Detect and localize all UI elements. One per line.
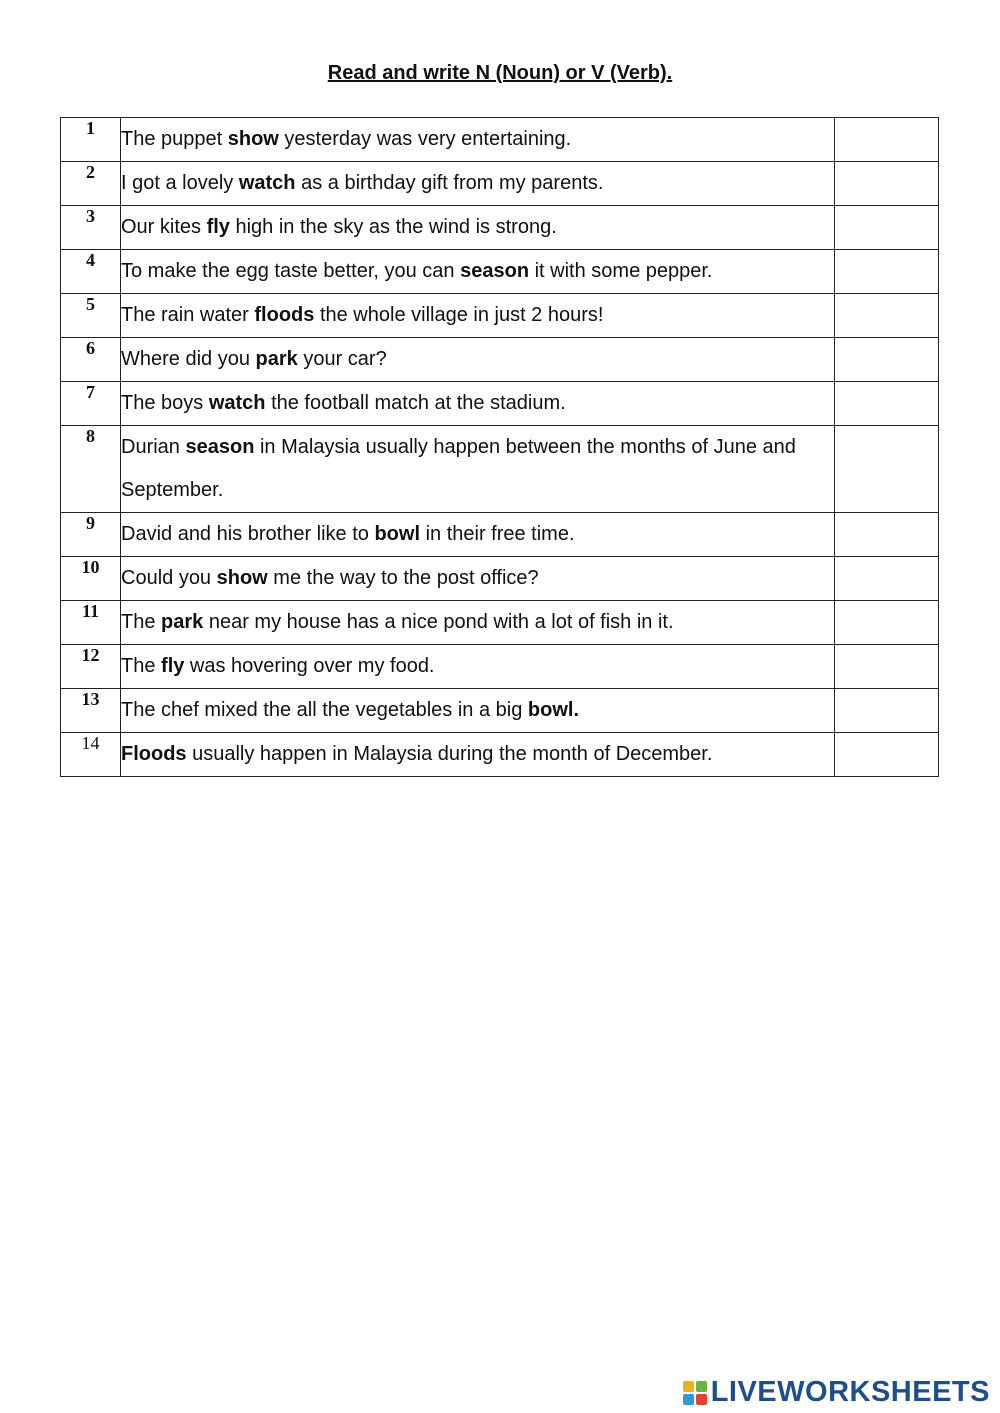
target-word: fly (206, 216, 230, 238)
target-word: watch (238, 172, 296, 194)
table-row (61, 733, 939, 777)
target-word: park (255, 348, 298, 370)
answer-cell[interactable] (835, 557, 939, 601)
answer-cell[interactable] (835, 250, 939, 294)
target-word: show (216, 567, 268, 589)
logo-squares-icon (683, 1381, 707, 1405)
answer-cell[interactable] (835, 733, 939, 777)
table-row (61, 513, 939, 557)
target-word: park (161, 611, 204, 633)
answer-cell[interactable] (835, 601, 939, 645)
sentence: To make the egg taste better, you can season it with some pepper. (121, 250, 835, 294)
sentence: Floods usually happen in Malaysia during the month of December. (121, 733, 835, 777)
target-word: fly (161, 655, 185, 677)
target-word: floods (254, 304, 315, 326)
exercise-table (60, 117, 939, 777)
table-row (61, 601, 939, 645)
answer-cell[interactable] (835, 645, 939, 689)
sentence: The boys watch the football match at the stadium. (121, 382, 835, 426)
sentence: Durian season in Malaysia usually happen between the months of June and September. (121, 426, 835, 513)
row-number: 10 (61, 557, 121, 601)
liveworksheets-logo (683, 1376, 990, 1409)
answer-cell[interactable] (835, 426, 939, 513)
row-number: 7 (61, 382, 121, 426)
row-number: 11 (61, 601, 121, 645)
row-number: 2 (61, 162, 121, 206)
worksheet-title: Read and write N (Noun) or V (Verb). (327, 62, 673, 84)
table-row (61, 645, 939, 689)
row-number: 13 (61, 689, 121, 733)
answer-cell[interactable] (835, 513, 939, 557)
answer-cell[interactable] (835, 206, 939, 250)
row-number: 1 (61, 118, 121, 162)
target-word: show (227, 128, 279, 150)
answer-cell[interactable] (835, 338, 939, 382)
sentence: David and his brother like to bowl in their free time. (121, 513, 835, 557)
target-word: season (460, 260, 530, 282)
table-row (61, 338, 939, 382)
sentence: The rain water floods the whole village in just 2 hours! (121, 294, 835, 338)
sentence: The chef mixed the all the vegetables in a big bowl. (121, 689, 835, 733)
sentence: Our kites fly high in the sky as the wind is strong. (121, 206, 835, 250)
sentence: The fly was hovering over my food. (121, 645, 835, 689)
target-word: season (185, 436, 255, 458)
table-row (61, 294, 939, 338)
table-row (61, 118, 939, 162)
table-row (61, 689, 939, 733)
target-word: bowl. (527, 699, 580, 721)
row-number: 6 (61, 338, 121, 382)
logo-text: LIVEWORKSHEETS (710, 1376, 990, 1408)
target-word: watch (208, 392, 266, 414)
table-row (61, 206, 939, 250)
table-row (61, 426, 939, 513)
row-number: 3 (61, 206, 121, 250)
row-number: 12 (61, 645, 121, 689)
row-number: 14 (61, 733, 121, 777)
answer-cell[interactable] (835, 118, 939, 162)
sentence: Could you show me the way to the post office? (121, 557, 835, 601)
target-word: Floods (121, 743, 187, 765)
target-word: bowl (374, 523, 421, 545)
answer-cell[interactable] (835, 689, 939, 733)
table-row (61, 557, 939, 601)
table-row (61, 162, 939, 206)
sentence: The park near my house has a nice pond with a lot of fish in it. (121, 601, 835, 645)
row-number: 4 (61, 250, 121, 294)
table-row (61, 250, 939, 294)
sentence: Where did you park your car? (121, 338, 835, 382)
row-number: 5 (61, 294, 121, 338)
row-number: 8 (61, 426, 121, 513)
row-number: 9 (61, 513, 121, 557)
answer-cell[interactable] (835, 382, 939, 426)
table-row (61, 382, 939, 426)
answer-cell[interactable] (835, 294, 939, 338)
answer-cell[interactable] (835, 162, 939, 206)
sentence: The puppet show yesterday was very entertaining. (121, 118, 835, 162)
sentence: I got a lovely watch as a birthday gift from my parents. (121, 162, 835, 206)
